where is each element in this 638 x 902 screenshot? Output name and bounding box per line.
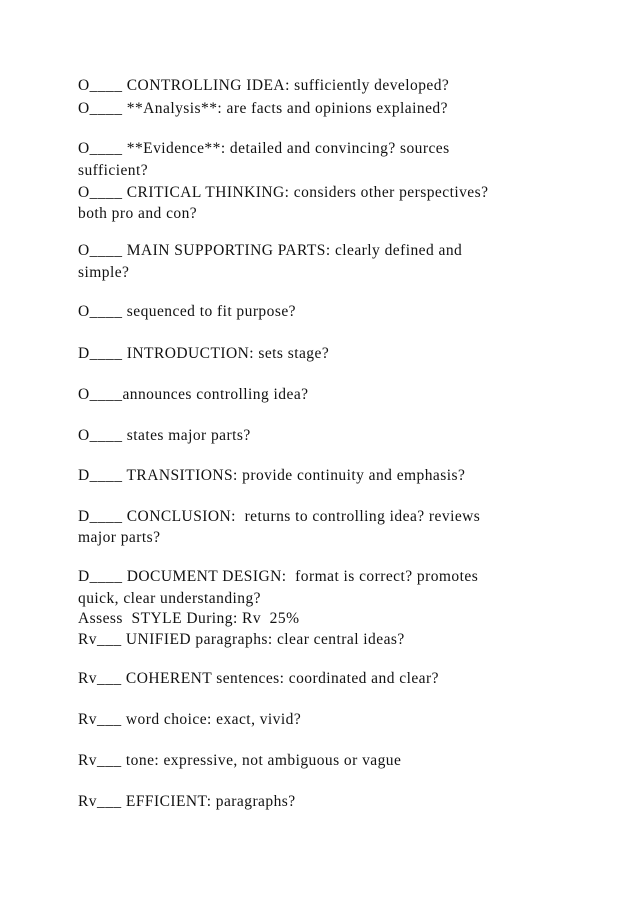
checklist-item-document-design-continued: quick, clear understanding? xyxy=(78,590,262,607)
checklist-item-conclusion: D____ CONCLUSION: returns to controlling idea? reviews xyxy=(78,508,481,525)
checklist-item-main-supporting-parts-continued: simple? xyxy=(78,264,130,281)
checklist-item-document-design: D____ DOCUMENT DESIGN: format is correct? promotes xyxy=(78,568,479,585)
checklist-item-introduction: D____ INTRODUCTION: sets stage? xyxy=(78,345,330,362)
checklist-item-unified-paragraphs: Rv___ UNIFIED paragraphs: clear central ideas? xyxy=(78,631,405,648)
checklist-item-evidence-continued: sufficient? xyxy=(78,162,149,179)
section-heading-style: Assess STYLE During: Rv 25% xyxy=(78,610,300,627)
checklist-item-announces: O____announces controlling idea? xyxy=(78,386,309,403)
checklist-item-evidence: O____ **Evidence**: detailed and convincing? sources xyxy=(78,140,450,157)
checklist-item-analysis: O____ **Analysis**: are facts and opinions explained? xyxy=(78,100,448,117)
checklist-item-critical-thinking: O____ CRITICAL THINKING: considers other perspectives? xyxy=(78,184,489,201)
checklist-item-main-supporting-parts: O____ MAIN SUPPORTING PARTS: clearly defined and xyxy=(78,242,463,259)
checklist-item-controlling-idea: O____ CONTROLLING IDEA: sufficiently developed? xyxy=(78,77,450,94)
checklist-item-critical-thinking-continued: both pro and con? xyxy=(78,205,198,222)
checklist-item-major-parts: O____ states major parts? xyxy=(78,427,251,444)
checklist-item-coherent-sentences: Rv___ COHERENT sentences: coordinated and clear? xyxy=(78,670,439,687)
checklist-item-transitions: D____ TRANSITIONS: provide continuity and emphasis? xyxy=(78,467,466,484)
checklist-item-tone: Rv___ tone: expressive, not ambiguous or vague xyxy=(78,752,402,769)
checklist-item-sequenced: O____ sequenced to fit purpose? xyxy=(78,303,296,320)
checklist-item-efficient: Rv___ EFFICIENT: paragraphs? xyxy=(78,793,296,810)
checklist-item-conclusion-continued: major parts? xyxy=(78,529,161,546)
checklist-item-word-choice: Rv___ word choice: exact, vivid? xyxy=(78,711,302,728)
